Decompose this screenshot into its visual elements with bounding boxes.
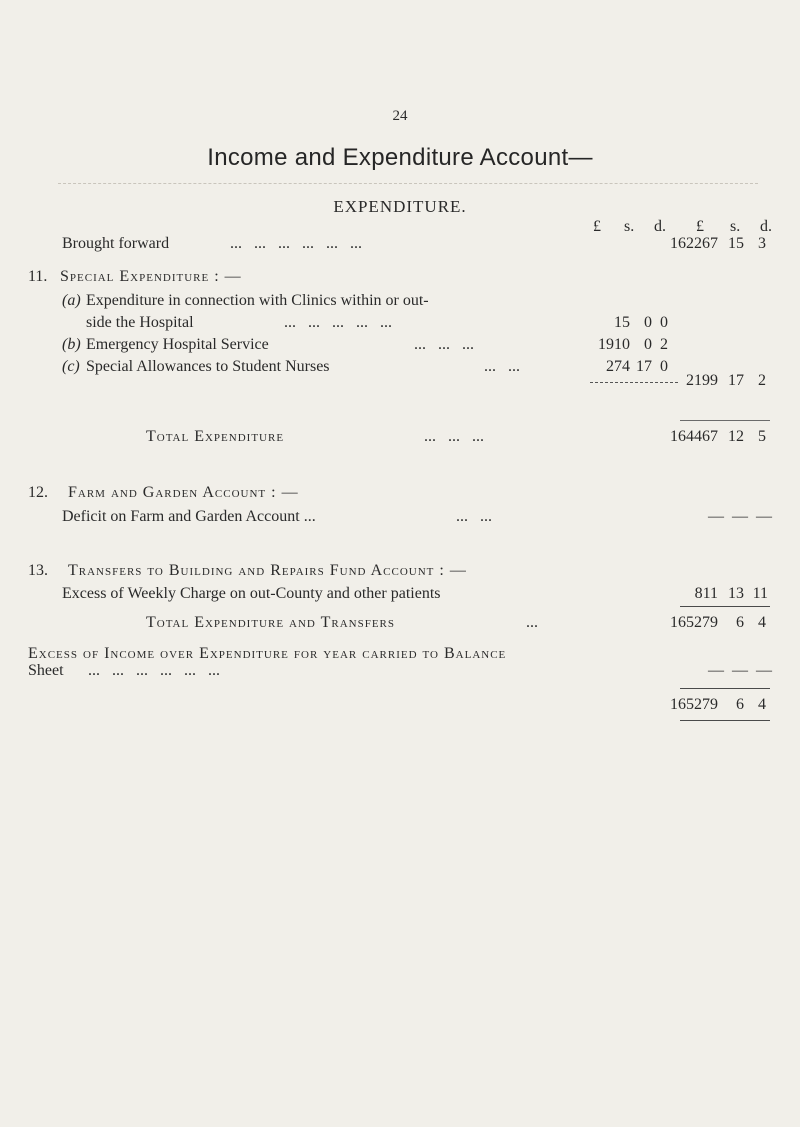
grand-total-pounds: 165279 xyxy=(670,696,718,713)
special-item-a-shillings: 0 xyxy=(644,314,652,331)
special-item-c-pounds: 274 xyxy=(606,358,630,375)
special-item-b-shillings: 0 xyxy=(644,336,652,353)
total-transfers-shillings: 6 xyxy=(736,614,744,631)
brought-forward-label: Brought forward xyxy=(62,235,170,252)
leader-dots: ... ... ... ... ... ... xyxy=(230,235,362,252)
leader-dots: ... ... ... ... ... xyxy=(284,314,392,331)
transfers-pence: 11 xyxy=(752,585,768,602)
special-item-c-shillings: 17 xyxy=(636,358,652,375)
grand-total-double-rule xyxy=(680,720,770,721)
item-number-13: 13. xyxy=(28,562,48,579)
special-item-b-text: Emergency Hospital Service xyxy=(86,336,269,353)
grand-total-shillings: 6 xyxy=(736,696,744,713)
special-expenditure-title: Special Expenditure : — xyxy=(60,268,242,285)
farm-garden-title: Farm and Garden Account : — xyxy=(68,484,299,501)
brought-forward-pounds: 162267 xyxy=(670,235,718,252)
leader-dots: ... ... ... ... ... ... xyxy=(88,662,220,679)
special-item-c-pence: 0 xyxy=(660,358,668,375)
col-shillings-2: s. xyxy=(730,218,741,235)
total-rule xyxy=(680,420,770,421)
item-number-11: 11. xyxy=(28,268,48,285)
total-expenditure-pounds: 164467 xyxy=(670,428,718,445)
excess-line-1: Excess of Income over Expenditure for year carried to Balance xyxy=(28,645,507,662)
brought-forward-pence: 3 xyxy=(758,235,766,252)
transfers-pounds: 811 xyxy=(694,585,718,602)
special-total-pence: 2 xyxy=(758,372,766,389)
special-item-a-text-cont: side the Hospital xyxy=(86,314,194,331)
grand-total-rule xyxy=(680,688,770,689)
special-item-c-text: Special Allowances to Student Nurses xyxy=(86,358,330,375)
farm-garden-deficit-label: Deficit on Farm and Garden Account ... xyxy=(62,508,316,525)
special-item-b-pounds: 1910 xyxy=(598,336,630,353)
special-item-a-text: Expenditure in connection with Clinics within or out- xyxy=(86,292,429,309)
transfers-line: Excess of Weekly Charge on out-County and other patients xyxy=(62,585,441,602)
subtotal-rule xyxy=(590,382,678,383)
special-total-pounds: 2199 xyxy=(686,372,718,389)
leader-dots: ... ... xyxy=(456,508,492,525)
excess-line-2: Sheet xyxy=(28,662,64,679)
col-pounds-1: £ xyxy=(593,218,601,235)
leader-dots: ... ... ... xyxy=(424,428,484,445)
special-item-letter-b: (b) xyxy=(62,336,81,353)
leader-dots: ... ... xyxy=(484,358,520,375)
item-number-12: 12. xyxy=(28,484,48,501)
total-transfers-pence: 4 xyxy=(758,614,766,631)
transfers-title: Transfers to Building and Repairs Fund Account : — xyxy=(68,562,467,579)
col-pounds-2: £ xyxy=(696,218,704,235)
total-transfers-pounds: 165279 xyxy=(670,614,718,631)
special-item-a-pence: 0 xyxy=(660,314,668,331)
page-number: 24 xyxy=(392,108,408,124)
title-divider xyxy=(58,183,758,184)
special-item-a-pounds: 15 xyxy=(614,314,630,331)
special-item-b-pence: 2 xyxy=(660,336,668,353)
grand-total-pence: 4 xyxy=(758,696,766,713)
excess-value: — — — xyxy=(708,662,772,679)
special-item-letter-a: (a) xyxy=(62,292,81,309)
transfers-shillings: 13 xyxy=(728,585,744,602)
farm-garden-value: — — — xyxy=(708,508,772,525)
total-expenditure-transfers-label: Total Expenditure and Transfers xyxy=(146,614,395,631)
page-title: Income and Expenditure Account— xyxy=(207,144,593,171)
total-rule xyxy=(680,606,770,607)
leader-dots: ... ... ... xyxy=(414,336,474,353)
special-total-shillings: 17 xyxy=(728,372,744,389)
col-shillings-1: s. xyxy=(624,218,635,235)
col-pence-1: d. xyxy=(654,218,666,235)
special-item-letter-c: (c) xyxy=(62,358,80,375)
total-expenditure-label: Total Expenditure xyxy=(146,428,285,445)
section-title: EXPENDITURE. xyxy=(333,197,467,216)
leader-dots: ... xyxy=(526,614,538,631)
brought-forward-shillings: 15 xyxy=(728,235,744,252)
total-expenditure-shillings: 12 xyxy=(728,428,744,445)
col-pence-2: d. xyxy=(760,218,772,235)
total-expenditure-pence: 5 xyxy=(758,428,766,445)
